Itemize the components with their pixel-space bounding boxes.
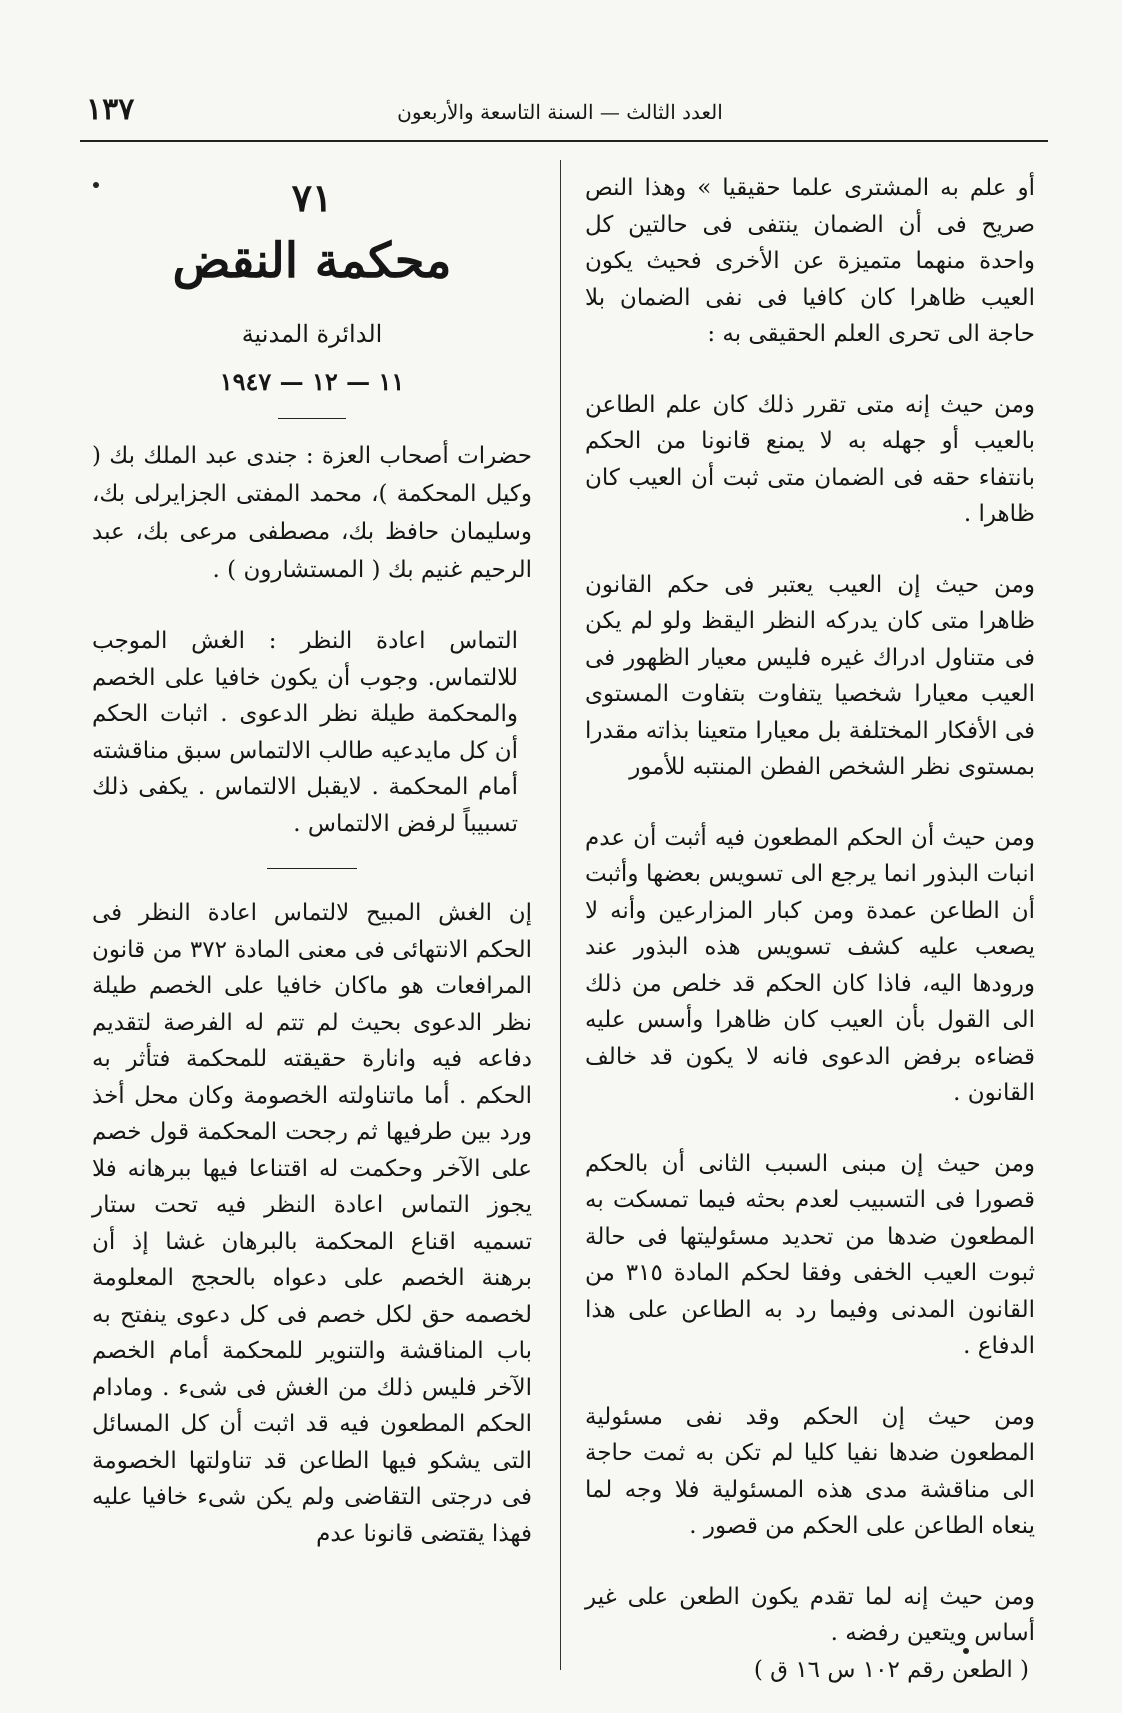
paragraph: ومن حيث إن الحكم وقد نفى مسئولية المطعون ضدها نفيا كليا لم تكن به ثمت حاجة الى مناقشة مدى هذه المسئولية فلا وجه لما ينعاه الطاعن على الحكم من قصور . — [585, 1403, 1035, 1539]
column-divider — [560, 160, 561, 1670]
judgment-date: ١١ — ١٢ — ١٩٤٧ — [219, 367, 405, 396]
paragraph: ومن حيث إنه متى تقرر ذلك كان علم الطاعن بالعيب أو جهله به لا يمنع قانونا من الحكم بانتفاء حقه فى الضمان متى ثبت أن العيب كان ظاهرا . — [585, 391, 1035, 527]
judgment-body: إن الغش المبيح لالتماس اعادة النظر فى الحكم الانتهائى فى معنى المادة ٣٧٢ من قانون المرافعات هو ماكان خافيا على الخصم طيلة نظر الدعوى بحيث لم تتم له الفرصة لتقديم دفاعه فيه وانارة حقيقته للمحكمة فتأثر به الحكم . أما ماتناولته الخصومة وكان محل أخذ ورد بين طرفيها ثم رجحت المحكمة قول خصم على الآخر وحكمت له اقتناعا فيها ببرهانه فلا يجوز التماس اعادة النظر فيه تحت ستار تسميه اقناع المحكمة بالبرهان غشا إذ أن برهنة الخصم على دعواه بالحجج المعلومة لخصمه حق لكل خصم فى كل دعوى ينفتح به باب المناقشة والتنوير للمحكمة أمام الخصم الآخر فليس ذلك من الغش فى شىء . ومادام الحكم المطعون فيه قد اثبت أن كل المسائل التى يشكو فيها الطاعن قد تناولتها الخصومة فى درجتى التقاضى ولم يكن شىء خافيا عليه فهذا يقتضى قانونا عدم — [92, 900, 532, 1547]
circuit-name: الدائرة المدنية — [241, 320, 383, 348]
court-name: محكمة النقض — [172, 233, 452, 289]
paragraph: ومن حيث إنه لما تقدم يكون الطعن على غير أساس ويتعين رفضه . — [585, 1583, 1035, 1646]
left-column — [92, 160, 532, 1552]
paragraph: أو علم به المشترى علما حقيقيا » وهذا النص صريح فى أن الضمان ينتفى فى حالتين كل واحدة منهما متميزة عن الأخرى فحيث يكون العيب ظاهرا كان كافيا فى نفى الضمان بلا حاجة الى تحرى العلم الحقيقى به : — [585, 175, 1035, 347]
divider — [278, 418, 346, 419]
header-rule — [80, 140, 1048, 142]
paragraph: ومن حيث إن مبنى السبب الثانى أن بالحكم قصورا فى التسبيب لعدم بحثه فيما تمسكت به المطعون ضدها من تحديد مسئوليتها فى حالة ثبوت العيب الخفى وفقا لحكم المادة ٣١٥ من القانون المدنى وفيما رد به الطاعن على هذا الدفاع . — [585, 1150, 1035, 1359]
paragraph: ومن حيث أن الحكم المطعون فيه أثبت أن عدم انبات البذور انما يرجع الى تسويس بعضها وأثبت أن الطاعن عمدة ومن كبار المزارعين وأنه لا يصعب عليه كشف تسويس هذه البذور عند ورودها اليه، فاذا كان الحكم قد خلص من ذلك الى القول بأن العيب كان ظاهرا وأسس عليه قضاءه برفض الدعوى فانه لا يكون قد خالف القانون . — [585, 824, 1035, 1106]
running-header: العدد الثالث — السنة التاسعة والأربعون — [397, 100, 723, 124]
page-number: ١٣٧ — [86, 92, 135, 127]
paragraph: ومن حيث إن العيب يعتبر فى حكم القانون ظاهرا متى كان يدركه النظر اليقظ ولو لم يكن فى متناول ادراك غيره فليس معيار الظهور فى العيب معيارا شخصيا يتفاوت بتفاوت المستوى فى الأفكار المختلفة بل معيارا متعينا بذاته مقدرا بمستوى نظر الشخص الفطن المنتبه للأمور — [585, 571, 1035, 780]
appeal-reference: ( الطعن رقم ١٠٢ س ١٦ ق ) — [753, 1656, 1029, 1683]
headnote-summary: التماس اعادة النظر : الغش الموجب للالتماس. وجوب أن يكون خافيا على الخصم والمحكمة طيلة نظر الدعوى . اثبات الحكم أن كل مايدعيه طالب الالتماس سبق مناقشته أمام المحكمة . لايقبل الالتماس . يكفى ذلك تسبيباً لرفض الالتماس . — [92, 628, 518, 837]
attendance: حضرات أصحاب العزة : جندى عبد الملك بك ( وكيل المحكمة )، محمد المفتى الجزايرلى بك، وسليمان حافظ بك، مصطفى مرعى بك، عبد الرحيم غنيم بك ( المستشارون ) . — [92, 443, 532, 583]
divider — [267, 868, 357, 869]
case-number: ٧١ — [291, 175, 333, 220]
right-column — [585, 170, 1035, 1688]
